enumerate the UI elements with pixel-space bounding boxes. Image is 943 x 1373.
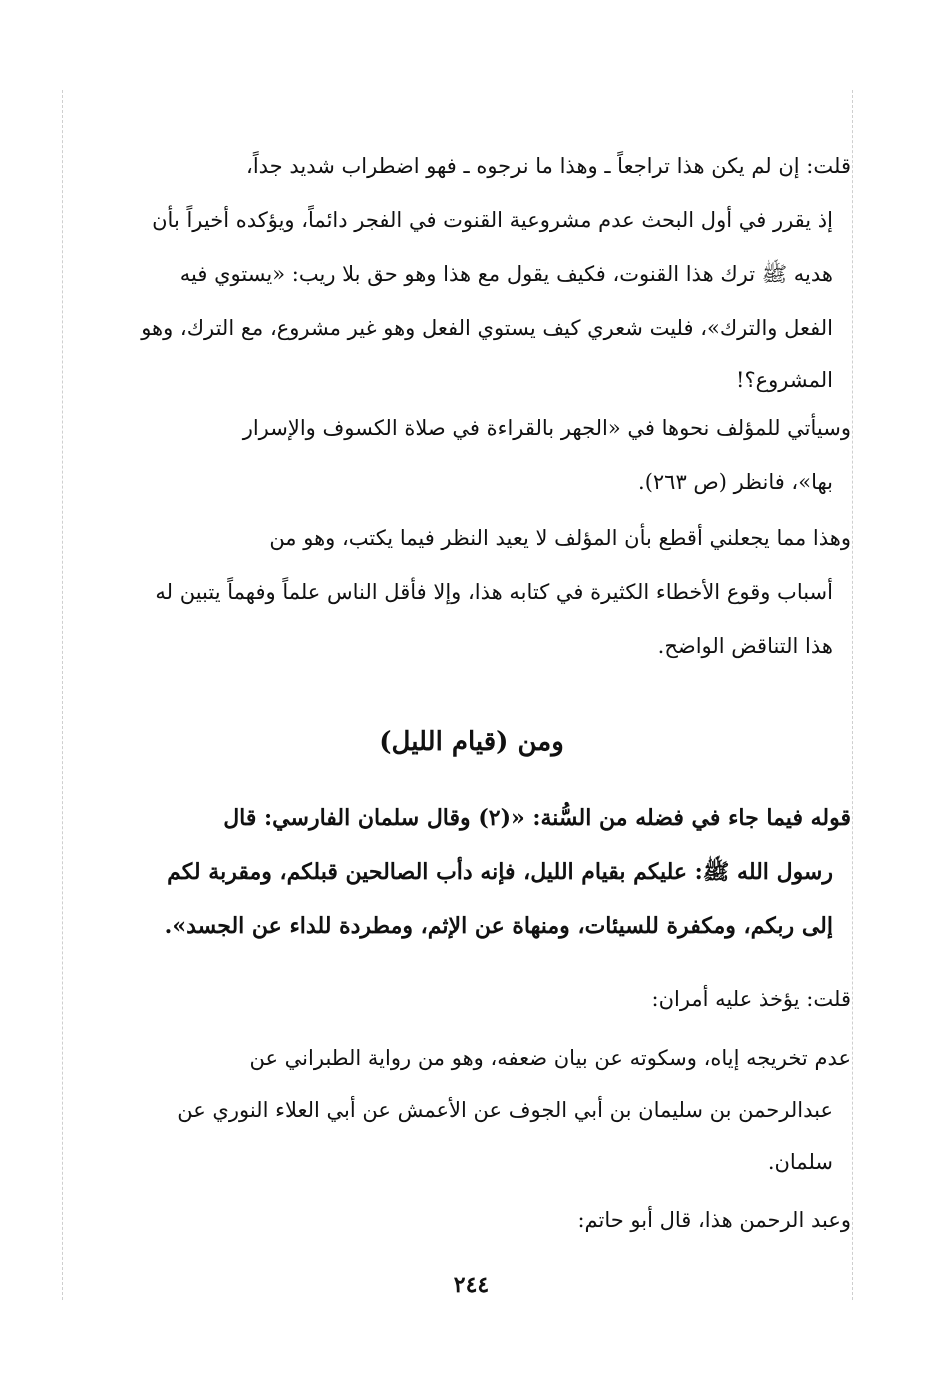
hadith-quote-line-3: إلى ربكم، ومكفرة للسيئات، ومنهاة عن الإثم، ومطردة للداء عن الجسد». [164,913,833,939]
hadith-quote-line-1: قوله فيما جاء في فضله من السُّنة: «(٢) وقال سلمان الفارسي: قال [223,805,851,831]
paragraph-3 [90,524,851,674]
hadith-quote [90,804,851,964]
paragraph-1-line-3: هديه ﷺ ترك هذا القنوت، فكيف يقول مع هذا وهو حق بلا ريب: «يستوي فيه [179,262,833,286]
paragraph-3-line-1: وهذا مما يجعلني أقطع بأن المؤلف لا يعيد النظر فيما يكتب، وهو من [269,526,851,550]
paragraph-5-line-3: سلمان. [767,1150,833,1174]
paragraph-4 [90,985,851,1021]
paragraph-1-line-5: المشروع؟! [736,368,833,392]
scan-margin-line-right [852,90,853,1300]
paragraph-5-line-2: عبدالرحمن بن سليمان بن أبي الجوف عن الأعمش عن أبي العلاء النوري عن [177,1098,833,1122]
scan-margin-line-left [62,90,63,1300]
paragraph-1-line-1: قلت: إن لم يكن هذا تراجعاً ـ وهذا ما نرجوه ـ فهو اضطراب شديد جداً، [246,154,851,178]
paragraph-5-line-1: عدم تخريجه إياه، وسكوته عن بيان ضعفه، وهو من رواية الطبراني عن [249,1046,851,1070]
paragraph-1-line-4: الفعل والترك»، فليت شعري كيف يستوي الفعل وهو غير مشروع، مع الترك، وهو [141,316,833,340]
paragraph-3-line-2: أسباب وقوع الأخطاء الكثيرة في كتابه هذا، وإلا فأقل الناس علماً وفهماً يتبين له [155,580,833,604]
section-heading: ومن (قيام الليل) [379,727,564,757]
paragraph-5 [90,1044,851,1184]
paragraph-6 [90,1206,851,1242]
paragraph-6-line-1: وعبد الرحمن هذا، قال أبو حاتم: [577,1208,851,1232]
hadith-quote-line-2: رسول الله ﷺ: عليكم بقيام الليل، فإنه دأب الصالحين قبلكم، ومقربة لكم [167,859,833,885]
page-number: ٢٤٤ [453,1272,490,1298]
paragraph-4-line-1: قلت: يؤخذ عليه أمران: [651,987,851,1011]
paragraph-1 [90,152,851,392]
paragraph-2-line-2: بها»، فانظر (ص ٢٦٣). [638,470,833,494]
paragraph-2-line-1: وسيأتي للمؤلف نحوها في «الجهر بالقراءة في صلاة الكسوف والإسرار [242,416,851,440]
paragraph-1-line-2: إذ يقرر في أول البحث عدم مشروعية القنوت في الفجر دائماً، ويؤكده أخيراً بأن [152,208,833,232]
paragraph-2 [90,414,851,504]
paragraph-3-line-3: هذا التناقض الواضح. [657,634,833,658]
